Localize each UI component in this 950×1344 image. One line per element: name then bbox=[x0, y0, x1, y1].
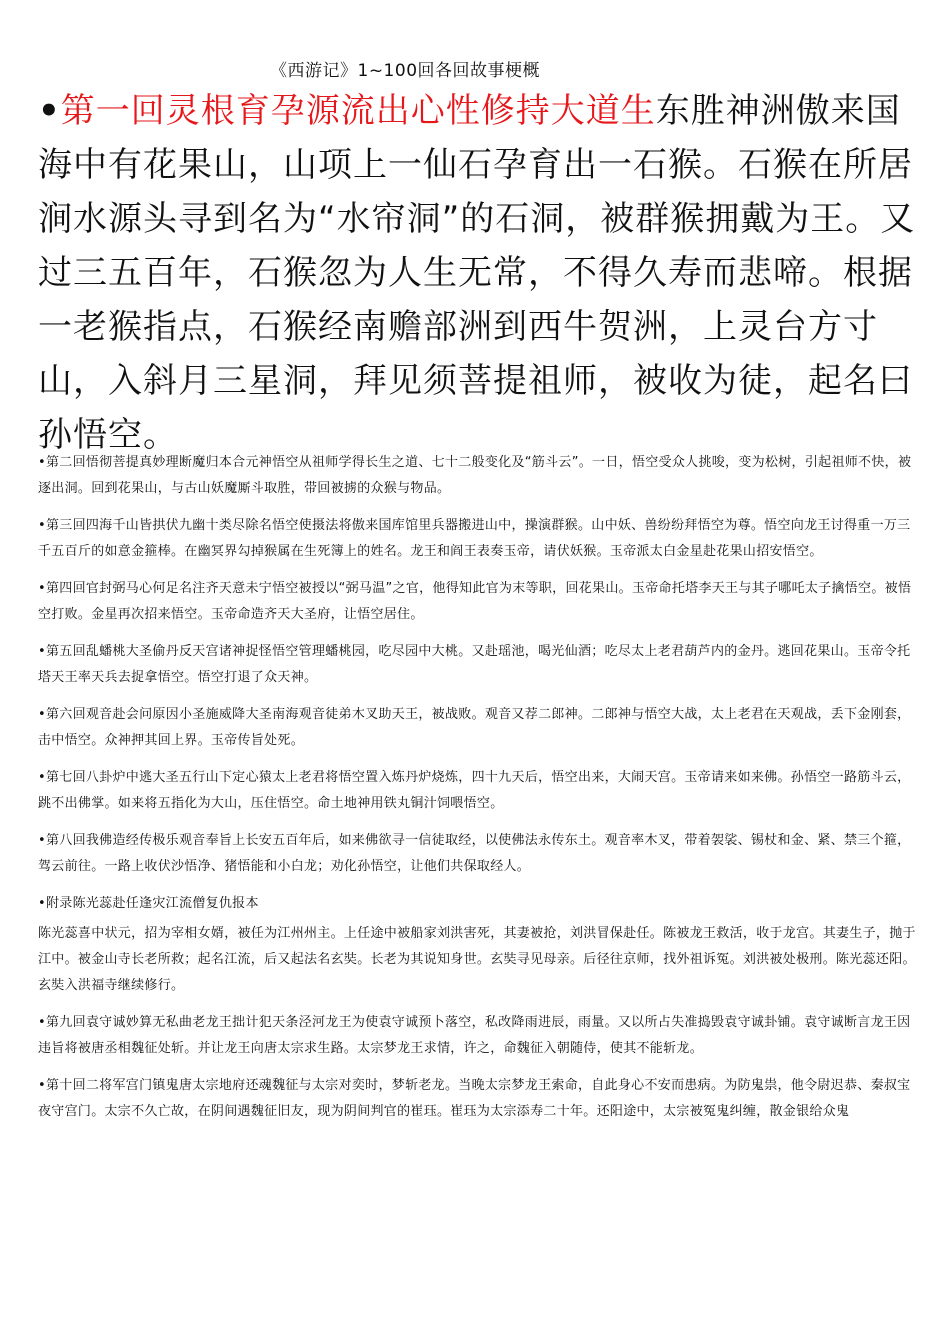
chapter-4-paragraph: •第四回官封弼马心何足名注齐天意未宁悟空被授以“弼马温”之官，他得知此官为末等职，回花果山。玉帝命托塔李天王与其子哪吒太子擒悟空。被悟空打败。金星再次招来悟空。玉帝命造齐天大圣府，让悟空居住。 bbox=[38, 581, 912, 622]
chapter-10-paragraph: •第十回二将军宫门镇鬼唐太宗地府还魂魏征与太宗对奕时，梦斩老龙。当晚太宗梦龙王索命，自此身心不安而患病。为防鬼祟，他令尉迟恭、秦叔宝夜守宫门。太宗不久亡故，在阴间遇魏征旧友，现为阴间判官的崔珏。崔珏为太宗添寿二十年。还阳途中，太宗被冤鬼纠缠，散金银给众鬼 bbox=[38, 1078, 911, 1119]
chapter-7-paragraph: •第七回八卦炉中逃大圣五行山下定心猿太上老君将悟空置入炼丹炉烧炼，四十九天后，悟空出来，大闹天宫。玉帝请来如来佛。孙悟空一路筋斗云，跳不出佛掌。如来将五指化为大山，压住悟空。命土地神用铁丸铜汁饲喂悟空。 bbox=[38, 770, 911, 811]
chapter-3-paragraph: •第三回四海千山皆拱伏九幽十类尽除名悟空使摄法将傲来国库馆里兵器搬进山中，操演群猴。山中妖、兽纷纷拜悟空为尊。悟空向龙王讨得重一万三千五百斤的如意金箍棒。在幽冥界勾掉猴属在生死簿上的姓名。龙王和阎王表奏玉帝，请伏妖猴。玉帝派太白金星赴花果山招安悟空。 bbox=[38, 518, 911, 559]
chapter-list bbox=[38, 450, 918, 1136]
chapter-5-paragraph: •第五回乱蟠桃大圣偷丹反天宫诸神捉怪悟空管理蟠桃园，吃尽园中大桃。又赴瑶池，喝光仙酒；吃尽太上老君葫芦内的金丹。逃回花果山。玉帝令托塔天王率天兵去捉拿悟空。悟空打退了众天神。 bbox=[38, 644, 911, 685]
appendix-paragraph: 陈光蕊喜中状元，招为宰相女婿，被任为江州州主。上任途中被船家刘洪害死，其妻被抢，刘洪冒保赴任。陈被龙王救活，收于龙宫。其妻生子，抛于江中。被金山寺长老所救；起名江流，后又起法名玄奘。长老为其说知身世。玄奘寻见母亲。后径往京师，找外祖诉冤。刘洪被处极刑。陈光蕊还阳。玄奘入洪福寺继续修行。 bbox=[38, 926, 916, 993]
chapter-6-paragraph: •第六回观音赴会问原因小圣施威降大圣南海观音徒弟木叉助天王，被战败。观音又荐二郎神。二郎神与悟空大战，太上老君在天观战，丢下金刚套，击中悟空。众神押其回上界。玉帝传旨处死。 bbox=[38, 707, 911, 748]
chapter-1-summary: 东胜神洲傲来国海中有花果山，山项上一仙石孕育出一石猴。石猴在所居涧水源头寻到名为“水帘洞”的石洞，被群猴拥戴为王。又过三五百年，石猴忽为人生无常，不得久寿而悲啼。根据一老猴指点，石猴经南赡部洲到西牛贺洲，上灵台方寸山，入斜月三星洞，拜见须菩提祖师，被收为徒，起名曰孙悟空。 bbox=[38, 91, 916, 455]
lead-paragraph bbox=[38, 84, 918, 462]
appendix-heading: •附录陈光蕊赴任逢灾江流僧复仇报本 bbox=[38, 896, 259, 911]
bullet: • bbox=[38, 91, 61, 131]
document-title: 《西游记》1~100回各回故事梗概 bbox=[270, 61, 541, 81]
chapter-8-paragraph: •第八回我佛造经传极乐观音奉旨上长安五百年后，如来佛欲寻一信徒取经，以使佛法永传东土。观音率木叉，带着袈裟、锡杖和金、紧、禁三个箍，驾云前往。一路上收伏沙悟净、猪悟能和小白龙；劝化孙悟空，让他们共保取经人。 bbox=[38, 833, 911, 874]
chapter-9-paragraph: •第九回袁守诚妙算无私曲老龙王拙计犯天条泾河龙王为使袁守诚预卜落空，私改降雨进辰，雨量。又以所占失准捣毁袁守诚卦铺。袁守诚断言龙王因违旨将被唐丞相魏征处斩。并让龙王向唐太宗求生路。太宗梦龙王求情，许之，命魏征入朝随侍，使其不能斩龙。 bbox=[38, 1015, 911, 1056]
chapter-2-paragraph: •第二回悟彻菩提真妙理断魔归本合元神悟空从祖师学得长生之道、七十二般变化及“筋斗云”。一日，悟空受众人挑唆，变为松树，引起祖师不快，被逐出洞。回到花果山，与古山妖魔厮斗取胜，带回被掳的众猴与物品。 bbox=[38, 455, 912, 496]
chapter-1-title: 第一回灵根育孕源流出心性修持大道生 bbox=[60, 91, 656, 131]
